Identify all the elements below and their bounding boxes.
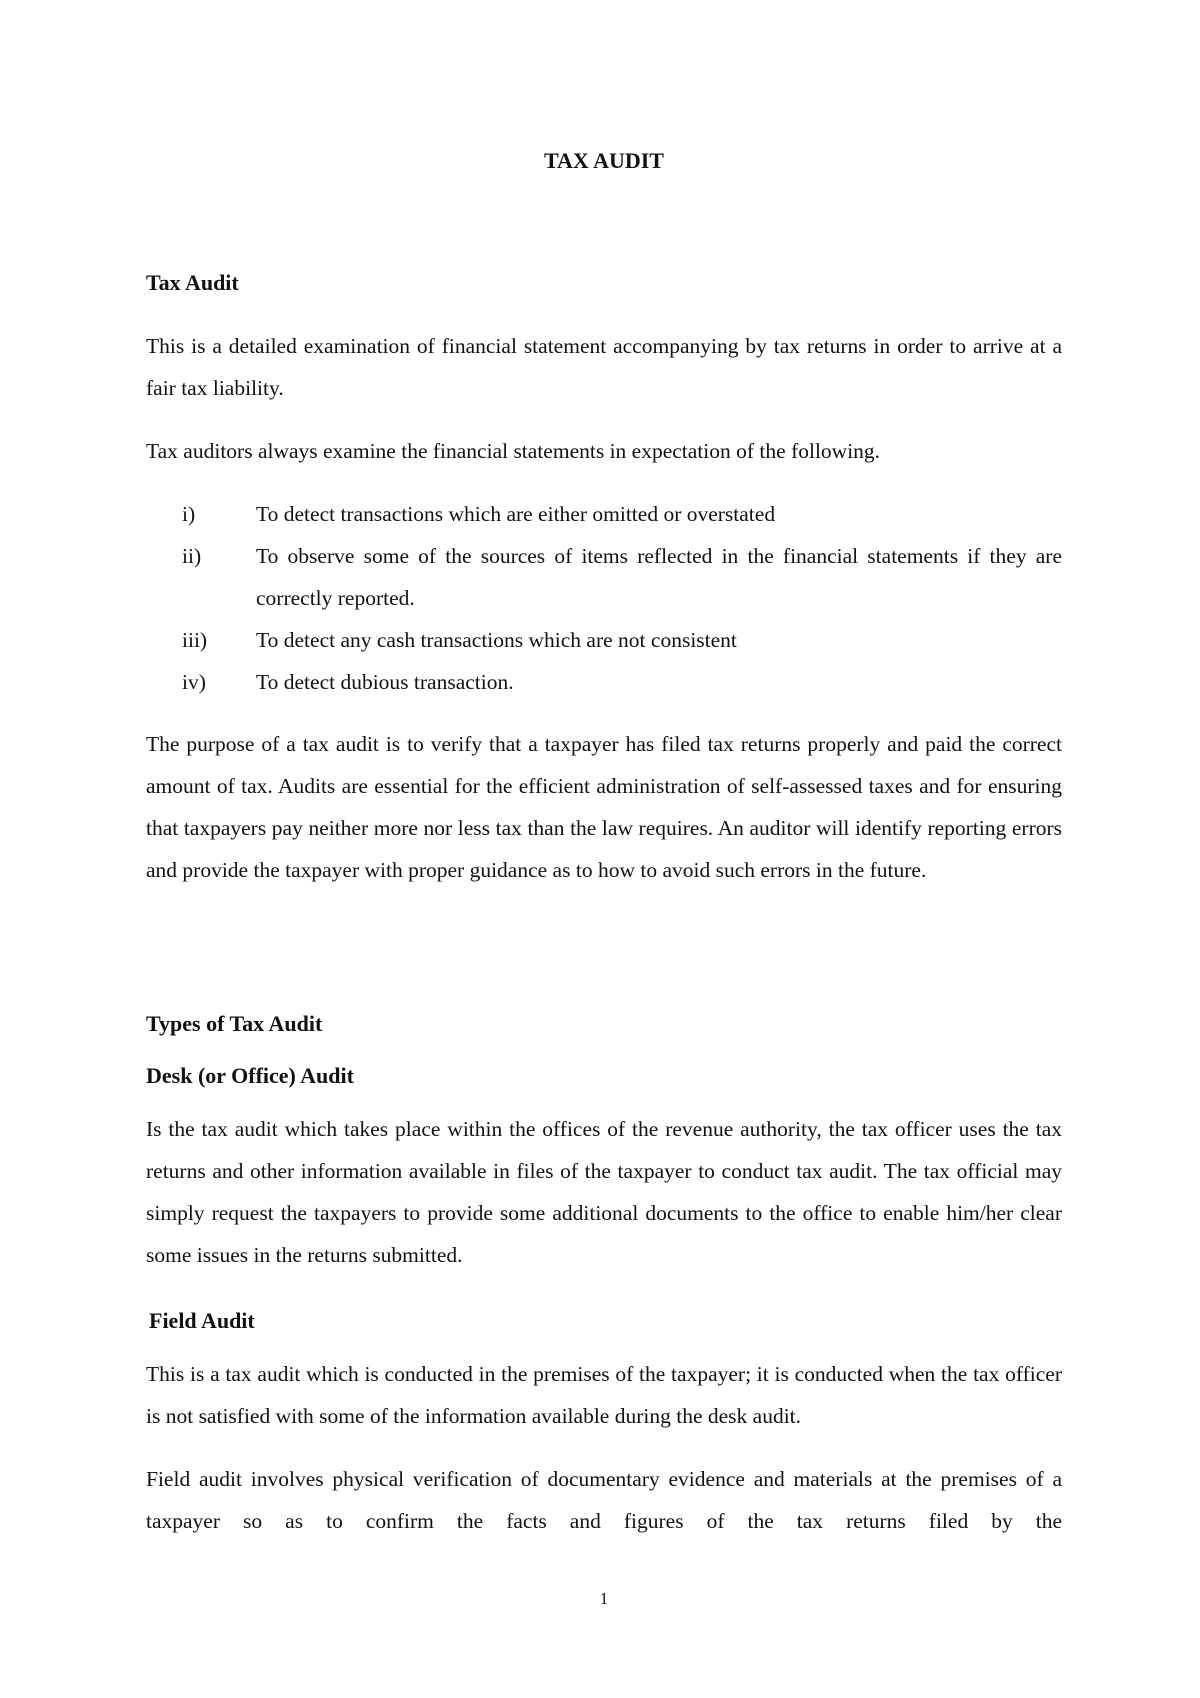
paragraph-desk-audit: Is the tax audit which takes place within the offices of the revenue authority, the tax officer uses the tax returns and other information available in files of the taxpayer to conduct tax audit. The tax official may simply request the taxpayers to provide some additional documents to the office to enable him/her clear some issues in the returns submitted. <box>146 1117 1062 1267</box>
paragraph-field-audit-details: Field audit involves physical verification of documentary evidence and materials at the premises of a taxpayer so as to confirm the facts and figures of the tax returns filed by the <box>146 1467 1062 1533</box>
list-marker: i) <box>182 502 196 526</box>
list-marker: ii) <box>182 544 202 568</box>
list-item-text: To observe some of the sources of items reflected in the financial statements if they are correctly reported. <box>256 544 1062 610</box>
paragraph-purpose: The purpose of a tax audit is to verify that a taxpayer has filed tax returns properly and paid the correct amount of tax. Audits are essential for the efficient administration of self-assessed taxes and for ensuring that taxpayers pay neither more nor less tax than the law requires. An auditor will identify reporting errors and provide the taxpayer with proper guidance as to how to avoid such errors in the future. <box>146 732 1062 882</box>
document-page <box>146 0 1062 1698</box>
list-item-text: To detect transactions which are either omitted or overstated <box>256 502 776 526</box>
section-heading-types: Types of Tax Audit <box>146 1011 323 1036</box>
paragraph-definition: This is a detailed examination of financial statement accompanying by tax returns in order to arrive at a fair tax liability. <box>146 334 1062 400</box>
list-item-text: To detect dubious transaction. <box>256 670 514 694</box>
subheading-field-audit: Field Audit <box>149 1308 255 1333</box>
section-heading-tax-audit: Tax Audit <box>146 270 239 295</box>
list-item <box>146 535 1062 619</box>
document-title: TAX AUDIT <box>543 148 664 173</box>
list-item-text: To detect any cash transactions which are not consistent <box>256 628 737 652</box>
list-marker: iv) <box>182 670 206 694</box>
list-marker: iii) <box>182 628 208 652</box>
list-item <box>146 493 1062 535</box>
page-number: 1 <box>599 1589 609 1608</box>
list-item <box>146 661 1062 703</box>
paragraph-expectations-intro: Tax auditors always examine the financial statements in expectation of the following. <box>146 439 881 463</box>
list-item <box>146 619 1062 661</box>
subheading-desk-audit: Desk (or Office) Audit <box>146 1063 354 1088</box>
expectations-list <box>146 493 1062 703</box>
paragraph-field-audit-definition: This is a tax audit which is conducted in the premises of the taxpayer; it is conducted when the tax officer is not satisfied with some of the information available during the desk audit. <box>146 1362 1062 1428</box>
